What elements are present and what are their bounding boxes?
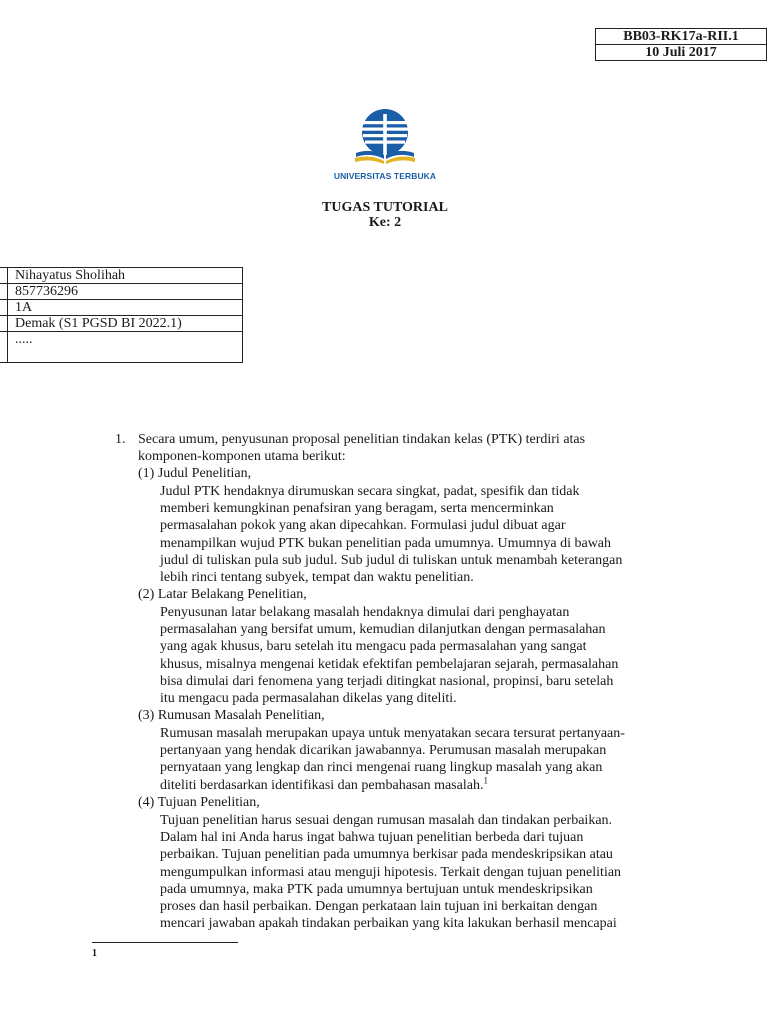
university-name: UNIVERSITAS TERBUKA — [333, 171, 437, 181]
footnote-divider — [92, 942, 238, 943]
item-text-line: pertanyaan yang hendak dicarikan jawabannya. Perumusan masalah merupakan — [160, 743, 607, 758]
question-intro-line: komponen-komponen utama berikut: — [138, 449, 346, 464]
item-text-line: diteliti berdasarkan identifikasi dan pembahasan masalah.$^1$ — [160, 775, 488, 793]
item-text-line: permasalahan yang bersifat umum, kemudian dilanjutkan dengan permasalahan — [160, 622, 606, 637]
title-line-1: TUGAS TUTORIAL — [322, 200, 448, 215]
item-text-line: Tujuan penelitian harus sesuai dengan rumusan masalah dan tindakan perbaikan. — [160, 813, 613, 828]
item-heading: (2) Latar Belakang Penelitian, — [138, 587, 307, 602]
item-text-line: judul di tuliskan pula sub judul. Sub judul di tuliskan untuk menambah keterangan — [160, 553, 623, 568]
document-date: 10 Juli 2017 — [596, 45, 767, 61]
table-row — [0, 316, 243, 332]
item-text-line: menampilkan wujud PTK bukan penelitian pada umumnya. Umumnya di bawah — [160, 536, 612, 551]
student-extra: ..... — [8, 332, 243, 363]
item-text-line: lebih rinci tentang subyek, tempat dan waktu penelitian. — [160, 570, 474, 585]
table-row — [0, 284, 243, 300]
item-text-line: Penyusunan latar belakang masalah hendaknya dimulai dari penghayatan — [160, 605, 570, 620]
item-heading: (1) Judul Penelitian, — [138, 466, 252, 481]
student-id: 857736296 — [8, 284, 243, 300]
item-text-line: bisa dimulai dari fenomena yang terjadi ditingkat nasional, propinsi, baru setelah — [160, 674, 614, 689]
item-text-line: memberi kemungkinan penafsiran yang beragam, serta mencerminkan — [160, 501, 554, 516]
item-text-line: khusus, misalnya mengenai ketidak efektifan pembelajaran sejarah, permasalahan — [160, 657, 619, 672]
item-text-line: pernyataan yang lengkap dan rinci mengenai ruang lingkup masalah yang akan — [160, 760, 603, 775]
student-info-table — [0, 267, 243, 363]
footnote-reference[interactable]: 1 — [483, 775, 488, 786]
item-text-line: yang agak khusus, baru setelah itu mengacu pada permasalahan yang sangat — [160, 639, 587, 654]
item-text-line: proses dan hasil perbaikan. Dengan perkataan lain tujuan ini berkaitan dengan — [160, 899, 598, 914]
student-name: Nihayatus Sholihah — [8, 268, 243, 284]
item-text-line: Rumusan masalah merupakan upaya untuk menyatakan secara tersurat pertanyaan- — [160, 726, 625, 741]
question-number: 1. — [115, 432, 126, 447]
page-title — [0, 200, 768, 230]
item-heading: (4) Tujuan Penelitian, — [138, 795, 260, 810]
item-text-line: Dalam hal ini Anda harus ingat bahwa tujuan penelitian berbeda dari tujuan — [160, 830, 584, 845]
item-text-line: itu mengacu pada permasalahan dikelas yang diteliti. — [160, 691, 457, 706]
item-text-line: mencari jawaban apakah tindakan perbaikan yang kita lakukan berhasil mencapai — [160, 916, 617, 931]
table-row — [0, 332, 243, 363]
student-program: Demak (S1 PGSD BI 2022.1) — [8, 316, 243, 332]
student-class: 1A — [8, 300, 243, 316]
table-row — [0, 268, 243, 284]
question-intro-line: Secara umum, penyusunan proposal penelitian tindakan kelas (PTK) terdiri atas — [138, 432, 586, 447]
item-text-line: mengumpulkan informasi atau menguji hipotesis. Terkait dengan tujuan penelitian — [160, 865, 622, 880]
universitas-terbuka-logo — [353, 108, 417, 168]
item-text-line: perbaikan. Tujuan penelitian pada umumnya berkisar pada mendeskripsikan atau — [160, 847, 613, 862]
item-text-line: permasalahan pokok yang akan dipecahkan. Formulasi judul dibuat agar — [160, 518, 566, 533]
item-heading: (3) Rumusan Masalah Penelitian, — [138, 708, 325, 723]
table-row — [0, 300, 243, 316]
document-code: BB03-RK17a-RII.1 — [596, 29, 767, 45]
document-code-box — [595, 28, 767, 61]
item-text-line: Judul PTK hendaknya dirumuskan secara singkat, padat, spesifik dan tidak — [160, 484, 580, 499]
title-line-2: Ke: 2 — [368, 215, 402, 230]
footnote-mark: 1 — [92, 948, 97, 959]
item-text-line: pada umumnya, maka PTK pada umumnya bertujuan untuk mendeskripsikan — [160, 882, 593, 897]
